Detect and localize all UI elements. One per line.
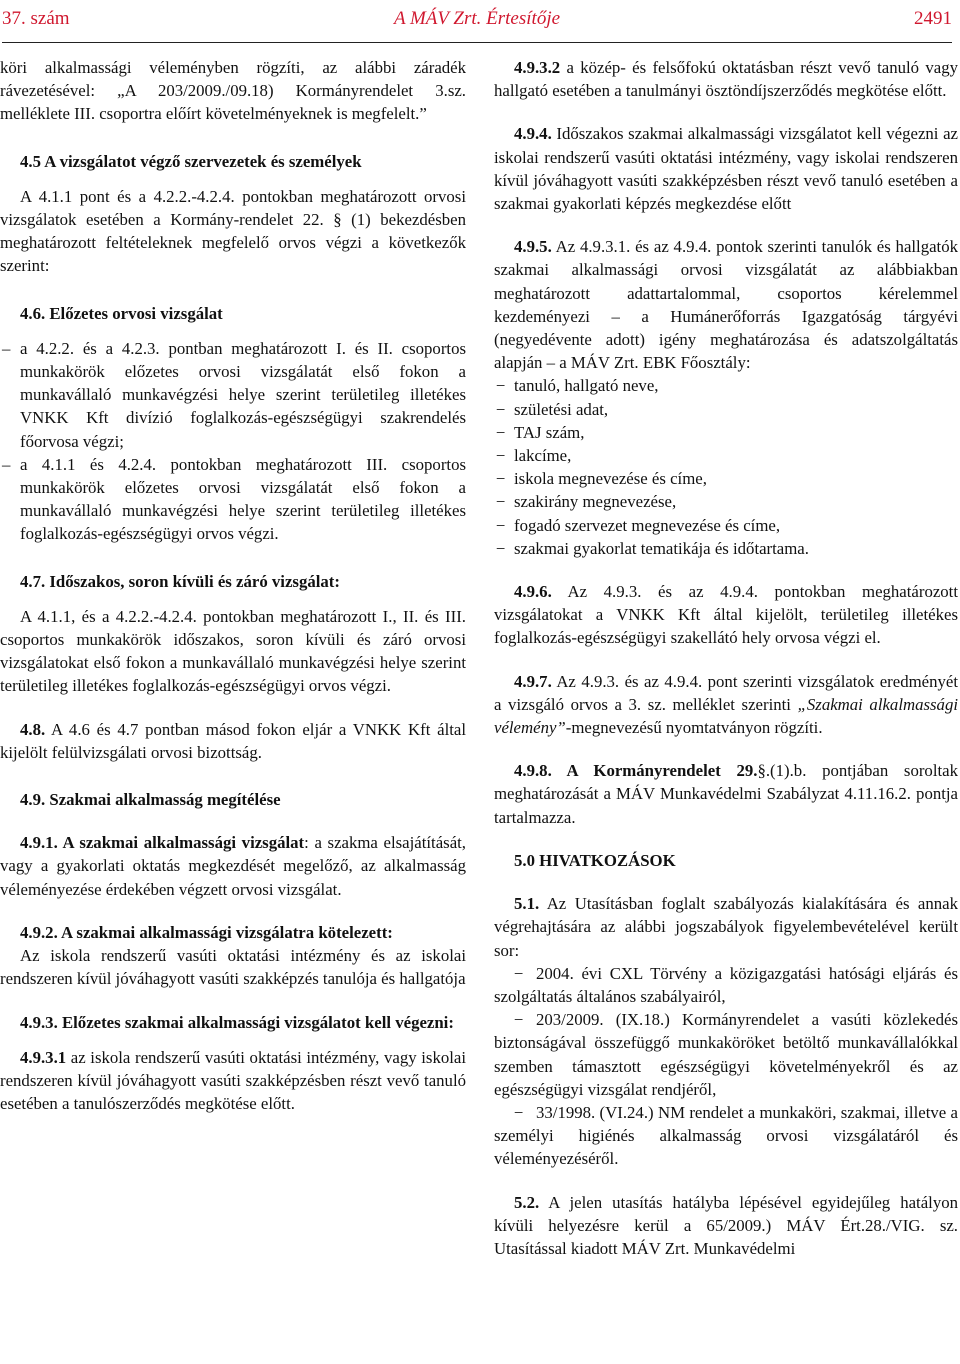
paragraph-4-9-3-1: 4.9.3.1 az iskola rendszerű vasúti oktatási intézmény, vagy iskolai rendszeren kívül jóváhagyott vasúti szakképzésben részt vevő tanuló esetében a tanulószerződés megkötése előtt. (0, 1047, 466, 1114)
list-item: − 2004. évi CXL Törvény a közigazgatási hatósági eljárás és szolgáltatás általános szabályairól, (494, 963, 958, 1006)
list-item: − fogadó szervezet megnevezése és címe, (496, 515, 781, 535)
section-heading-5-0: 5.0 HIVATKOZÁSOK (514, 850, 676, 870)
list-item: − szakirány megnevezése, (496, 492, 677, 512)
list-item-4-6-a: – a 4.2.2. és a 4.2.3. pontban meghatározott I. és II. csoportos munkakörök előzetes orvosi vizsgálatát első fokon a munkavállaló munkavégzési helye szerint területileg illetékes VNKK Kft divízió foglalkozás-egészségügyi szakrendelés főorvosa végzi; (2, 338, 466, 451)
page-number: 2491 (914, 8, 952, 29)
section-heading-4-9-2: 4.9.2. A szakmai alkalmassági vizsgálatra kötelezett: (20, 922, 393, 942)
list-item: − 203/2009. (IX.18.) Kormányrendelet a vasúti közlekedés biztonságával összefüggő munkaköröket betöltő munkavállalókkal szemben támasztott egészségügyi követelményekről és az egészségügyi vizsgálat rendjéről, (494, 1010, 958, 1099)
left-column (0, 56, 466, 1115)
paragraph-continuation: köri alkalmassági véleményben rögzíti, az alábbi záradék rávezetésével: „A 203/2009./09.18) Kormányrendelet 3.sz. melléklete III. csoportra előírt követelményeknek is megfelelt.” (0, 58, 466, 124)
issue-number: 37. szám (2, 8, 70, 29)
paragraph-4-9-5: 4.9.5. Az 4.9.3.1. és az 4.9.4. pontok szerinti tanulók és hallgatók szakmai alkalmassági orvosi vizsgálatát az alábbiakban meghatározott adattartalommal, csoportos kérelemmel kezdeményezi – a Humánerőforrás Igazgatóság tárgyévi (negyedévente adott) igény meghatározása és adatszolgáltatás alapján – a MÁV Zrt. EBK Főosztály: (494, 237, 958, 373)
section-heading-4-7: 4.7. Időszakos, soron kívüli és záró vizsgálat: (20, 571, 340, 591)
paragraph-5-1: 5.1. Az Utasításban foglalt szabályozás kialakítására és annak végrehajtására az alábbi jogszabályok figyelembevételével került sor: (494, 894, 958, 960)
paragraph-5-2: 5.2. A jelen utasítás hatályba lépésével egyidejűleg hatályon kívüli helyezésre kerül a 65/2009.) MÁV Ért.28./VIG. sz. Utasítással kiadott MÁV Zrt. Munkavédelmi (494, 1192, 958, 1258)
paragraph-4-9-7: 4.9.7. Az 4.9.3. és az 4.9.4. pont szerinti vizsgálatok eredményét a vizsgáló orvos a 3. sz. melléklet szerinti „Szakmai alkalmassági vélemény”-megnevezésű nyomtatványon rögzíti. (494, 671, 959, 738)
paragraph-4-9-6: 4.9.6. Az 4.9.3. és az 4.9.4. pontokban meghatározott vizsgálatokat a VNKK Kft által kijelölt, területileg illetékes foglalkozás-egészségügyi szakellátó hely orvosa végzi el. (494, 582, 958, 648)
section-heading-4-9-3: 4.9.3. Előzetes szakmai alkalmassági vizsgálatot kell végezni: (20, 1012, 454, 1032)
paragraph-4-9-3-2: 4.9.3.2 a közép- és felsőfokú oktatásban részt vevő tanuló vagy hallgató esetében a tanulmányi ösztöndíjszerződés megkötése előtt. (494, 58, 958, 101)
section-heading-4-5: 4.5 A vizsgálatot végző szervezetek és személyek (20, 151, 362, 171)
paragraph-4-5: A 4.1.1 pont és a 4.2.2.-4.2.4. pontokban meghatározott orvosi vizsgálatok esetében a Kormány-rendelet 22. § (1) bekezdésben meghatározott feltételeknek megfelelő orvos végzi a következők szerint: (0, 186, 466, 276)
list-item: − iskola megnevezése és címe, (496, 469, 707, 489)
paragraph-4-9-2: Az iskola rendszerű vasúti oktatási intézmény és az iskolai rendszeren kívül jóváhagyott vasúti szakképzés tanulója és hallgatója (0, 946, 466, 989)
list-item-4-6-b: – a 4.1.1 és 4.2.4. pontokban meghatározott III. csoportos munkakörök előzetes orvosi vizsgálatát első fokon a munkavállaló munkavégzési helye szerint területileg illetékes foglalkozás-egészségügyi orvos végzi. (2, 454, 466, 544)
paragraph-4-9-8: 4.9.8. A Kormányrendelet 29.§.(1).b. pontjában soroltak meghatározását a MÁV Munkavédelmi Szabályzat 4.11.16.2. pontja tartalmazza. (494, 761, 958, 827)
paragraph-4-9-1: 4.9.1. A szakmai alkalmassági vizsgálat: a szakma elsajátítását, vagy a gyakorlati oktatás megkezdését megelőző, az alkalmasság véleményezése érdekében végzett orvosi vizsgálat. (0, 833, 466, 899)
list-item: − tanuló, hallgató neve, (496, 376, 659, 396)
paragraph-4-8: 4.8. A 4.6 és 4.7 pontban másod fokon eljár a VNKK Kft által kijelölt felülvizsgálati orvosi bizottság. (0, 719, 466, 762)
publication-title: A MÁV Zrt. Értesítője (393, 8, 561, 29)
right-column (494, 56, 958, 1260)
list-item: − születési adat, (496, 399, 609, 419)
list-item: − TAJ szám, (496, 422, 585, 442)
page-header (2, 2, 952, 43)
paragraph-4-9-4: 4.9.4. Időszakos szakmai alkalmassági vizsgálatot kell végezni az iskolai rendszerű vasúti oktatási intézmény, vagy iskolai rendszeren kívül jóváhagyott vasúti szakképzésben részt vevő tanuló esetében a szakmai gyakorlati képzés megkezdése előtt (494, 124, 958, 214)
list-item: − szakmai gyakorlat tematikája és időtartama. (496, 538, 809, 558)
section-heading-4-9: 4.9. Szakmai alkalmasság megítélése (20, 790, 281, 810)
list-item: − 33/1998. (VI.24.) NM rendelet a munkaköri, szakmai, illetve a személyi higiénés alkalmasság orvosi vizsgálatáról és véleményezéséről. (494, 1102, 958, 1169)
section-heading-4-6: 4.6. Előzetes orvosi vizsgálat (20, 303, 223, 323)
paragraph-4-7: A 4.1.1, és a 4.2.2.-4.2.4. pontokban meghatározott I., II. és III. csoportos munkakörök időszakos, soron kívüli és záró orvosi vizsgálatokat első fokon a munkavállaló munkavégzési helye szerint területileg illetékes foglalkozás-egészségügyi orvos végzi. (0, 606, 466, 696)
list-item: − lakcíme, (496, 446, 572, 466)
